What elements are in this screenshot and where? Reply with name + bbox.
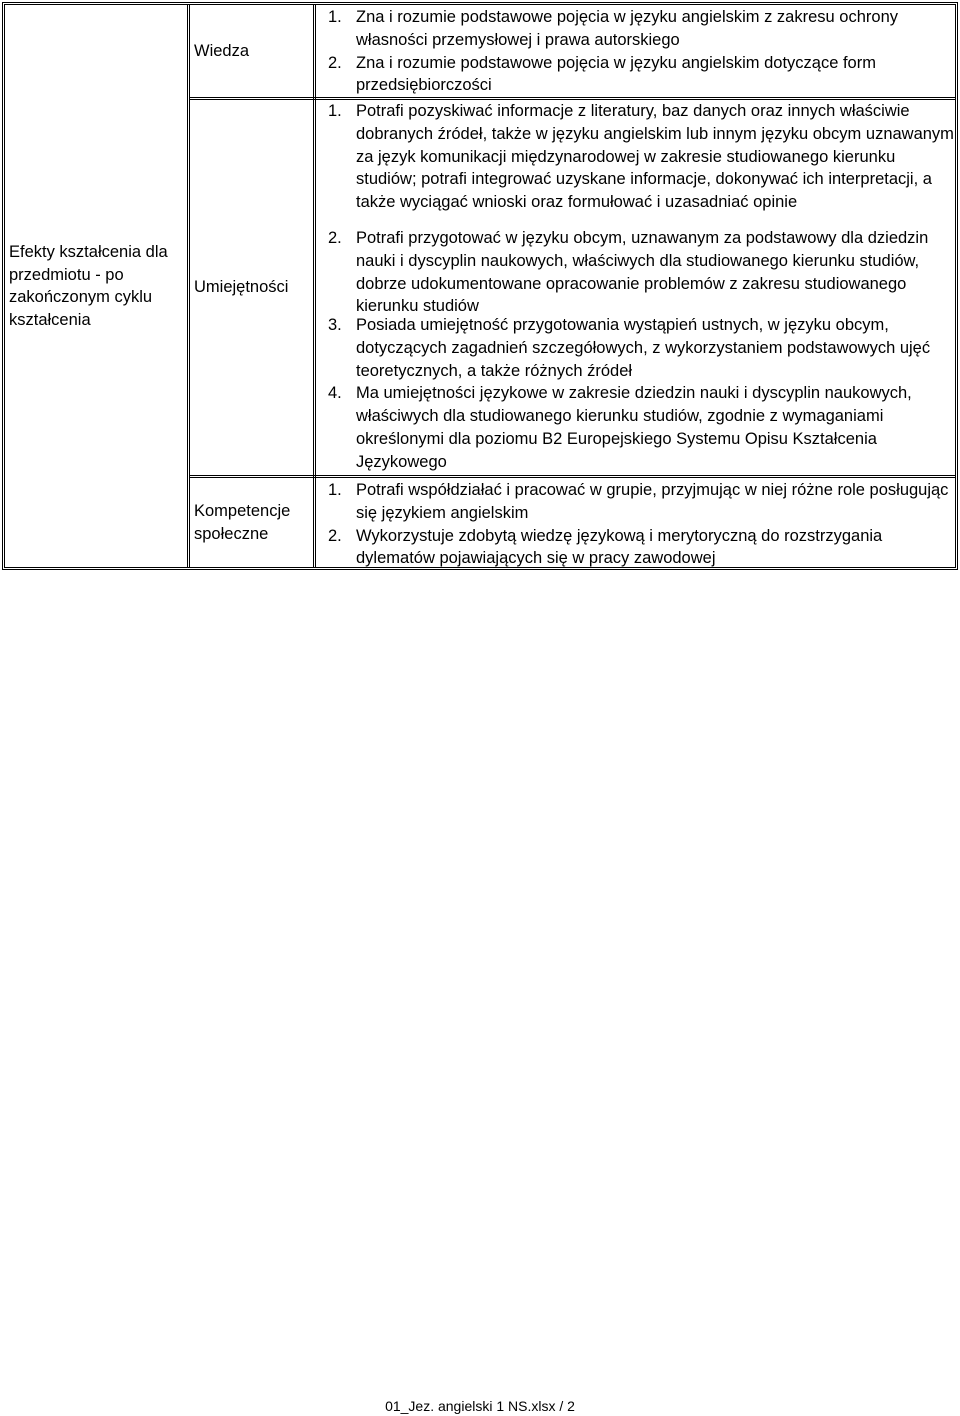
item-text: Zna i rozumie podstawowe pojęcia w języku angielskim z zakresu ochrony własności przemysłowej i prawa autorskiego	[356, 8, 898, 49]
category-label: Wiedza	[194, 41, 250, 60]
outcomes-cell-wiedza	[321, 6, 957, 96]
list-item	[321, 314, 957, 382]
row-header-cell	[5, 5, 189, 567]
list-item	[321, 100, 957, 227]
list-item	[321, 479, 957, 525]
category-label: Umiejętności	[194, 278, 289, 297]
item-text: Potrafi przygotować w języku obcym, uznawanym za podstawowy dla dziedzin nauki i dyscyplin naukowych, właściwych dla studiowanego kierunku studiów, dobrze udokumentowane opracowanie problemów z zakresu studiowanego kierunku studiów	[356, 229, 929, 314]
category-cell-wiedza	[194, 5, 318, 97]
item-text: Zna i rozumie podstawowe pojęcia w języku angielskim dotyczące form przedsiębiorczości	[356, 53, 876, 95]
item-text: Potrafi współdziałać i pracować w grupie, przyjmując w niej różne role posługując się językiem angielskim	[356, 481, 949, 522]
category-label: Kompetencje społeczne	[194, 502, 291, 543]
page-footer: 01_Jez. angielski 1 NS.xlsx / 2	[385, 1398, 575, 1414]
list-item	[321, 382, 957, 473]
item-number: 2.	[328, 526, 342, 545]
list-item	[321, 227, 957, 314]
outcomes-cell-umiejetnosci	[321, 100, 957, 475]
item-text: Posiada umiejętność przygotowania wystąpień ustnych, w języku obcym, dotyczących zagadnień szczegółowych, z wykorzystaniem podstawowych ujęć teoretycznych, a także różnych źródeł	[356, 316, 931, 380]
item-number: 3.	[328, 316, 342, 334]
list-item	[321, 52, 957, 96]
category-cell-kompetencje	[194, 478, 318, 567]
item-number: 2.	[328, 53, 342, 72]
row-header-label: Efekty kształcenia dla przedmiotu - po zakończonym cyklu kształcenia	[9, 243, 168, 329]
item-number: 1.	[328, 8, 342, 26]
item-text: Wykorzystuje zdobytą wiedzę językową i merytoryczną do rozstrzygania dylematów pojawiających się w pracy zawodowej	[356, 526, 883, 567]
item-text: Potrafi pozyskiwać informacje z literatury, baz danych oraz innych właściwie dobranych źródeł, także w języku angielskim lub innym języku obcym uznawanym za język komunikacji międzynarodowej w zakresie studiowanego kierunku studiów; potrafi integrować uzyskane informacje, dokonywać ich interpretacji, a także wyciągać wnioski oraz formułować i uzasadniać opinie	[356, 102, 954, 212]
item-text: Ma umiejętności językowe w zakresie dziedzin nauki i dyscyplin naukowych, właściwych dla studiowanego kierunku studiów, zgodnie z wymaganiami określonymi dla poziomu B2 Europejskiego Systemu Opisu Kształcenia Językowego	[356, 384, 912, 471]
category-cell-umiejetnosci	[194, 100, 318, 475]
list-item	[321, 525, 957, 567]
outcomes-cell-kompetencje	[321, 479, 957, 567]
item-number: 2.	[328, 229, 342, 247]
item-number: 4.	[328, 384, 342, 403]
learning-outcomes-table	[2, 2, 958, 570]
list-item	[321, 6, 957, 52]
item-number: 1.	[328, 102, 342, 120]
item-number: 1.	[328, 481, 342, 499]
